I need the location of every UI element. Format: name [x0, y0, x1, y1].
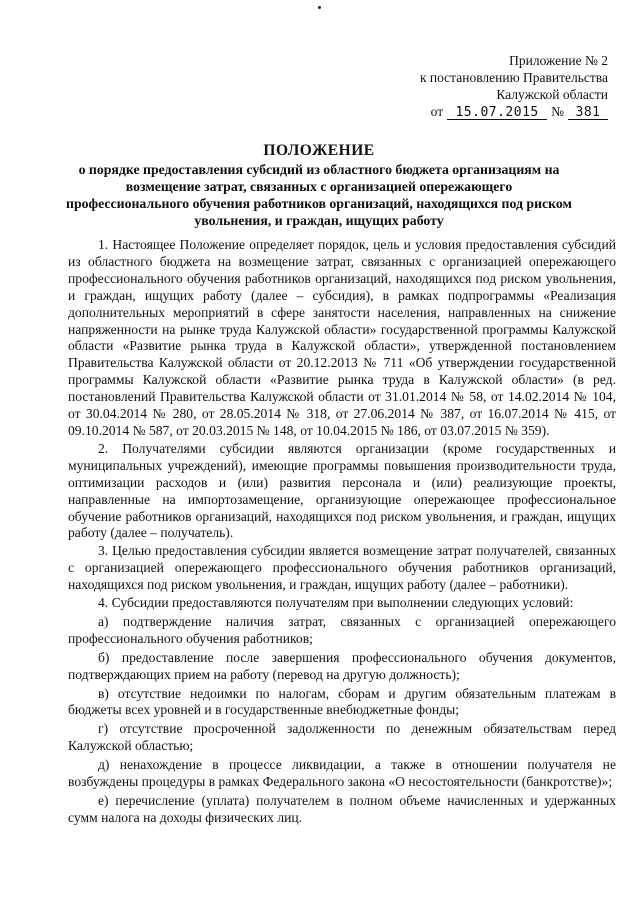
paragraph-4: 4. Субсидии предоставляются получателям при выполнении следующих условий:	[98, 595, 574, 611]
condition-d: г) отсутствие просроченной задолженности по денежным обязательствам перед Калужской областью;	[68, 721, 616, 754]
condition-f: е) перечисление (уплата) получателем в полном объеме начисленных и удержанных сумм налога на доходы физических лиц.	[68, 793, 616, 825]
document-title: ПОЛОЖЕНИЕ	[263, 142, 375, 159]
paragraph-3: 3. Целью предоставления субсидии является возмещение затрат получателей, связанных с организацией опережающего профессионального обучения работников организаций, находящихся под риском увольнения, и граждан, ищущих работу (далее – работники).	[68, 543, 616, 593]
title-block	[64, 141, 574, 229]
annex-header	[348, 52, 608, 120]
condition-b: б) предоставление после завершения профессионального обучения документов, подтверждающих прием на работу (перевод на другую должность);	[68, 649, 616, 682]
annex-line-1: Приложение № 2	[509, 53, 608, 68]
number-label: №	[551, 104, 564, 119]
decree-date: 15.07.2015	[447, 106, 547, 120]
paragraph-2: 2. Получателями субсидии являются организации (кроме государственных и муниципальных учреждений), имеющие программы повышения производительности труда, оптимизации расходов и (или) развития персонала и (или) реализующие проекты, направленные на импортозамещение, организующие опережающее профессиональное обучение работников организаций, находящихся под риском увольнения, и граждан, ищущих работу (далее – получатель).	[68, 440, 616, 541]
condition-c: в) отсутствие недоимки по налогам, сборам и другим обязательным платежам в бюджеты всех уровней и в государственные внебюджетные фонды;	[68, 685, 616, 718]
document-subtitle: о порядке предоставления субсидий из областного бюджета организациям на возмещение затрат, связанных с организацией опережающего профессионального обучения работников организаций, находящихся под риском увольнения, и граждан, ищущих работу	[66, 162, 572, 228]
annex-line-2: к постановлению Правительства	[419, 70, 608, 85]
decree-number: 381	[568, 106, 608, 120]
annex-line-3: Калужской области	[496, 87, 608, 102]
paragraph-1: 1. Настоящее Положение определяет порядок, цель и условия предоставления субсидий из областного бюджета на возмещение затрат, связанных с организацией опережающего профессионального обучения работников организаций, находящихся под риском увольнения, и граждан, ищущих работу (далее – субсидия), в рамках подпрограммы «Реализация дополнительных мероприятий в сфере занятости населения, направленных на снижение напряженности на рынке труда Калужской области» государственной программы Калужской области «Развитие рынка труда в Калужской области», утвержденной постановлением Правительства Калужской области от 20.12.2013 № 711 «Об утверждении государственной программы Калужской области «Развитие рынка труда в Калужской области» (в ред. постановлений Правительства Калужской области от 31.01.2014 № 58, от 14.02.2014 № 104, от 30.04.2014 № 280, от 28.05.2014 № 318, от 27.06.2014 № 387, от 16.07.2014 № 415, от 09.10.2014 № 587, от 20.03.2015 № 148, от 10.04.2015 № 186, от 03.07.2015 № 359).	[68, 237, 616, 438]
document-body	[68, 237, 616, 829]
condition-e: д) ненахождение в процессе ликвидации, а также в отношении получателя не возбуждены процедуры в рамках Федерального закона «О несостоятельности (банкротстве)»;	[68, 757, 616, 790]
date-label: от	[430, 104, 444, 119]
annex-reference	[348, 103, 608, 120]
scan-speck	[318, 6, 321, 9]
condition-a: а) подтверждение наличия затрат, связанных с организацией опережающего профессионального обучения работников;	[68, 613, 616, 646]
